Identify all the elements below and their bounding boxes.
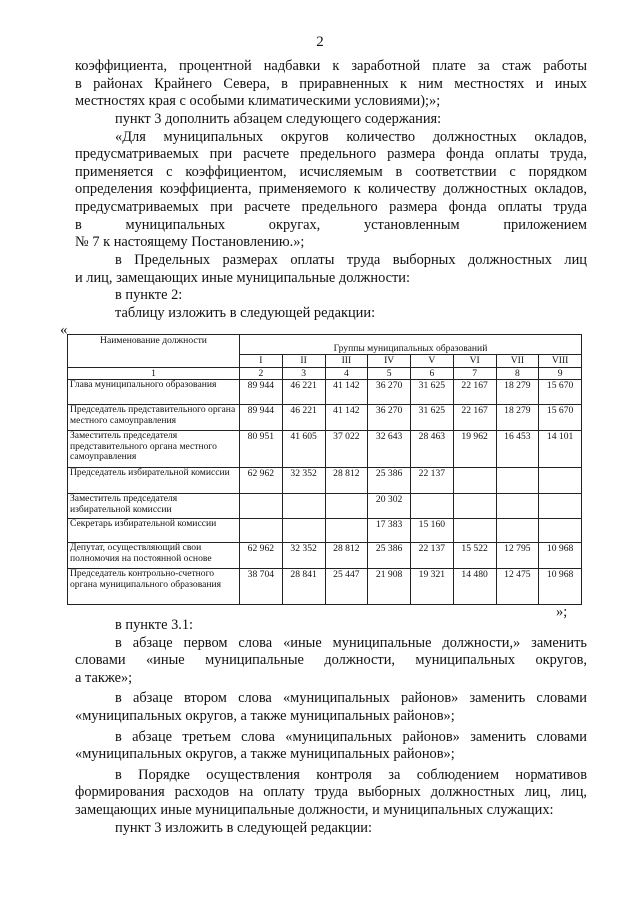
value-cell: 80 951 [240, 431, 283, 468]
value-cell [453, 519, 496, 543]
value-cell [282, 494, 325, 519]
value-cell [282, 519, 325, 543]
bottom-paragraphs [75, 617, 587, 837]
text-line: таблицу изложить в следующей редакции: [115, 304, 376, 321]
value-cell: 15 160 [411, 519, 454, 543]
text-line: предусматриваемых при расчете предельного размера фонда оплаты труда, [75, 146, 587, 163]
text-line: и лиц, замещающих иные муниципальные должности: [75, 269, 410, 286]
text-line: № 7 к настоящему Постановлению.»; [75, 234, 305, 251]
value-cell: 15 670 [539, 405, 582, 431]
colnum-cell: 5 [368, 368, 411, 380]
text-line: в абзаце втором слова «муниципальных районов» заменить словами [115, 690, 587, 707]
table-row [68, 380, 582, 405]
text-line: пункт 3 дополнить абзацем следующего содержания: [115, 111, 442, 127]
value-cell [411, 494, 454, 519]
roman-cell: VI [453, 355, 496, 368]
row-name: Председатель контрольно-счетного органа муниципального образования [68, 569, 240, 605]
page-number: 2 [316, 34, 324, 50]
table-row [68, 468, 582, 494]
text-line: пункт 3 изложить в следующей редакции: [115, 819, 372, 836]
limits-paragraph [75, 252, 587, 322]
value-cell [496, 468, 539, 494]
value-cell: 18 279 [496, 380, 539, 405]
value-cell: 62 962 [240, 468, 283, 494]
colnum-cell: 9 [539, 368, 582, 380]
row-name: Председатель представительного органа местного самоуправления [68, 405, 240, 431]
row-name: Депутат, осуществляющий свои полномочия на постоянной основе [68, 543, 240, 569]
value-cell: 22 167 [453, 405, 496, 431]
value-cell: 31 625 [411, 405, 454, 431]
roman-cell: III [325, 355, 368, 368]
value-cell [496, 519, 539, 543]
table-row [68, 569, 582, 605]
text-line: в муниципальных округах, установленным приложением [75, 216, 587, 233]
value-cell: 89 944 [240, 405, 283, 431]
value-cell: 28 812 [325, 468, 368, 494]
value-cell: 18 279 [496, 405, 539, 431]
table-row [68, 519, 582, 543]
text-line: предусматриваемых при расчете предельного размера фонда оплаты труда [75, 198, 587, 215]
value-cell: 21 908 [368, 569, 411, 605]
value-cell: 28 841 [282, 569, 325, 605]
colnum-cell: 3 [282, 368, 325, 380]
value-cell: 12 795 [496, 543, 539, 569]
row-name: Глава муниципального образования [68, 380, 240, 405]
value-cell [240, 494, 283, 519]
value-cell: 10 968 [539, 543, 582, 569]
value-cell: 25 386 [368, 543, 411, 569]
text-line: «Для муниципальных округов количество должностных окладов, [115, 128, 587, 145]
value-cell: 15 670 [539, 380, 582, 405]
header-groups: Группы муниципальных образований [240, 335, 582, 355]
value-cell: 41 605 [282, 431, 325, 468]
text-line: замещающих иные муниципальные должности, и муниципальных служащих: [75, 801, 554, 818]
text-line: в Предельных размерах оплаты труда выборных должностных лиц [115, 252, 587, 268]
value-cell: 36 270 [368, 405, 411, 431]
colnum-cell: 6 [411, 368, 454, 380]
roman-cell: II [282, 355, 325, 368]
value-cell: 31 625 [411, 380, 454, 405]
value-cell: 15 522 [453, 543, 496, 569]
colnum-cell: 8 [496, 368, 539, 380]
text-line: определения коэффициента, применяемого к количеству должностных окладов, [75, 181, 587, 198]
table-row [68, 543, 582, 569]
text-line: в районах Крайнего Севера, в приравненных к ним местностях и иных [75, 75, 587, 92]
roman-cell: I [240, 355, 283, 368]
colnum-cell: 7 [453, 368, 496, 380]
value-cell: 32 352 [282, 543, 325, 569]
intro-paragraph [75, 58, 587, 111]
table-header-row [68, 335, 582, 355]
value-cell: 89 944 [240, 380, 283, 405]
value-cell: 14 480 [453, 569, 496, 605]
value-cell: 10 968 [539, 569, 582, 605]
table-row [68, 494, 582, 519]
table-colnum-row [68, 368, 582, 380]
value-cell [325, 494, 368, 519]
text-line: местностях края с особыми климатическими условиями);»; [75, 93, 441, 110]
value-cell: 41 142 [325, 380, 368, 405]
table-row [68, 431, 582, 468]
text-line: «муниципальных округов, а также муниципальных районов»; [75, 707, 455, 724]
value-cell: 12 475 [496, 569, 539, 605]
table-close-quote: »; [556, 604, 568, 620]
text-line: в пункте 3.1: [115, 617, 194, 633]
value-cell [539, 494, 582, 519]
value-cell [325, 519, 368, 543]
text-line: словами «иные муниципальные должности, муниципальных округов, [75, 652, 587, 669]
value-cell: 19 321 [411, 569, 454, 605]
table-row [68, 405, 582, 431]
row-name: Секретарь избирательной комиссии [68, 519, 240, 543]
roman-cell: IV [368, 355, 411, 368]
text-line: в абзаце первом слова «иные муниципальные должности,» заменить [115, 634, 587, 651]
row-name: Заместитель председателя представительного органа местного самоуправления [68, 431, 240, 468]
value-cell: 25 386 [368, 468, 411, 494]
value-cell: 37 022 [325, 431, 368, 468]
text-line: в Порядке осуществления контроля за соблюдением нормативов [115, 766, 587, 783]
row-name: Заместитель председателя избирательной комиссии [68, 494, 240, 519]
row-name: Председатель избирательной комиссии [68, 468, 240, 494]
salary-table [67, 334, 582, 605]
roman-cell: VIII [539, 355, 582, 368]
value-cell: 28 463 [411, 431, 454, 468]
text-line: в пункте 2: [115, 287, 183, 304]
value-cell: 14 101 [539, 431, 582, 468]
text-line: а также»; [75, 669, 133, 686]
value-cell: 22 137 [411, 468, 454, 494]
value-cell: 46 221 [282, 405, 325, 431]
colnum-cell: 4 [325, 368, 368, 380]
value-cell [453, 468, 496, 494]
roman-cell: VII [496, 355, 539, 368]
value-cell [539, 519, 582, 543]
value-cell: 28 812 [325, 543, 368, 569]
value-cell [240, 519, 283, 543]
text-line: применяется с коэффициентом, исчисляемым в соответствии с порядком [75, 163, 587, 180]
value-cell: 22 167 [453, 380, 496, 405]
value-cell [496, 494, 539, 519]
point-3-paragraph [75, 111, 587, 252]
text-line: «муниципальных округов, а также муниципальных районов»; [75, 746, 455, 763]
value-cell: 62 962 [240, 543, 283, 569]
value-cell [453, 494, 496, 519]
text-line: в абзаце третьем слова «муниципальных районов» заменить словами [115, 728, 587, 745]
value-cell: 20 302 [368, 494, 411, 519]
value-cell: 25 447 [325, 569, 368, 605]
value-cell: 22 137 [411, 543, 454, 569]
value-cell: 36 270 [368, 380, 411, 405]
table-open-quote: « [60, 322, 68, 338]
value-cell: 41 142 [325, 405, 368, 431]
value-cell: 17 383 [368, 519, 411, 543]
roman-cell: V [411, 355, 454, 368]
value-cell: 16 453 [496, 431, 539, 468]
colnum-cell: 1 [68, 368, 240, 380]
value-cell [539, 468, 582, 494]
value-cell: 38 704 [240, 569, 283, 605]
value-cell: 32 352 [282, 468, 325, 494]
text-line: формирования расходов на оплату труда выборных должностных лиц, лиц, [75, 784, 587, 801]
text-line: коэффициента, процентной надбавки к заработной плате за стаж работы [75, 58, 587, 74]
value-cell: 32 643 [368, 431, 411, 468]
colnum-cell: 2 [240, 368, 283, 380]
value-cell: 19 962 [453, 431, 496, 468]
header-position: Наименование должности [68, 335, 240, 368]
value-cell: 46 221 [282, 380, 325, 405]
